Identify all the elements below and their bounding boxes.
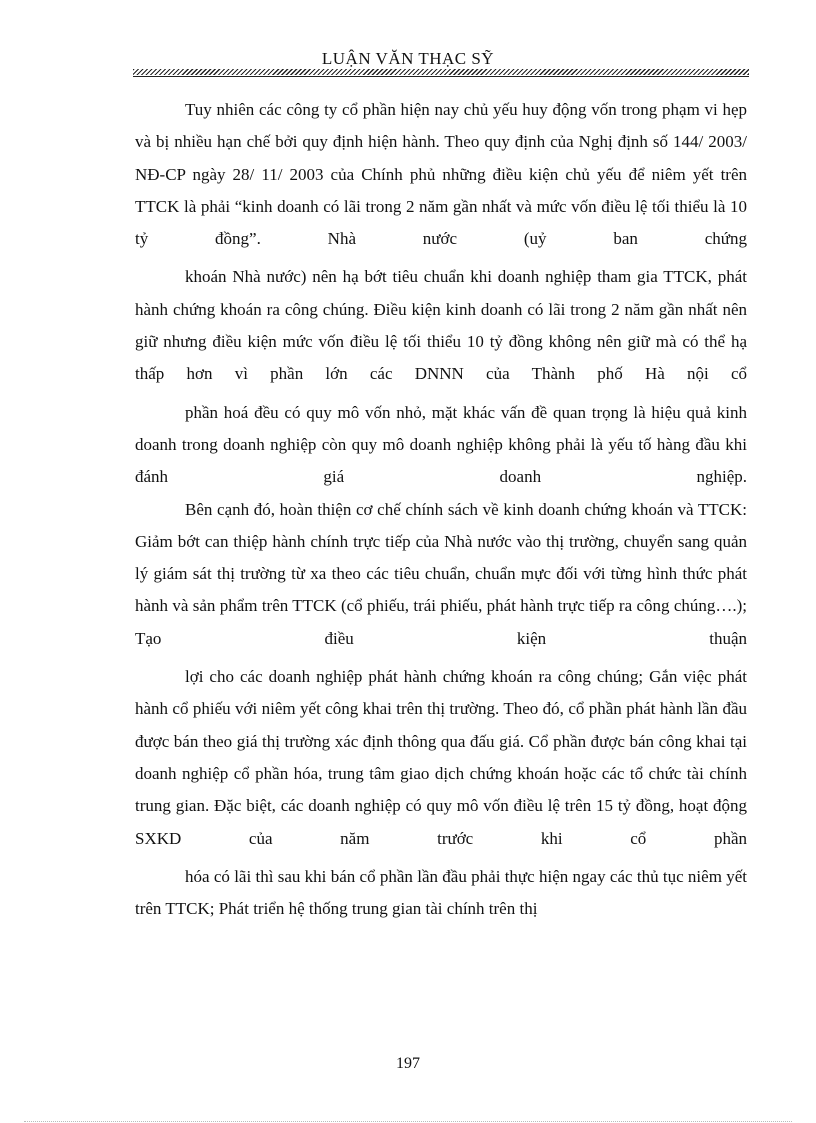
body-text <box>135 94 747 925</box>
paragraph-3: phần hoá đều có quy mô vốn nhỏ, mặt khác vấn đề quan trọng là hiệu quả kinh doanh trong doanh nghiệp còn quy mô doanh nghiệp không phải là yếu tố hàng đầu khi đánh giá doanh nghiệp. <box>135 402 747 487</box>
paragraph-2: khoán Nhà nước) nên hạ bớt tiêu chuẩn khi doanh nghiệp tham gia TTCK, phát hành chứng khoán ra công chúng. Điều kiện kinh doanh có lãi trong 2 năm gần nhất nên giữ nhưng điều kiện mức vốn điều lệ tối thiểu 10 tỷ đồng không nên giữ mà có thể hạ thấp hơn vì phần lớn các DNNN của Thành phố Hà nội cổ <box>135 267 747 384</box>
paragraph-6: hóa có lãi thì sau khi bán cổ phần lần đầu phải thực hiện ngay các thủ tục niêm yết trên TTCK; Phát triển hệ thống trung gian tài chính trên thị <box>135 866 747 919</box>
paragraph-1: Tuy nhiên các công ty cổ phần hiện nay chủ yếu huy động vốn trong phạm vi hẹp và bị nhiều hạn chế bởi quy định hiện hành. Theo quy định của Nghị định số 144/ 2003/ NĐ-CP ngày 28/ 11/ 2003 của Chính phủ những điều kiện chủ yếu để niêm yết trên TTCK là phải “kinh doanh có lãi trong 2 năm gần nhất và mức vốn điều lệ tối thiểu là 10 tỷ đồng”. Nhà nước (uỷ ban chứng <box>135 100 747 249</box>
footer-divider <box>24 1121 792 1122</box>
header-title: LUẬN VĂN THẠC SỸ <box>321 49 495 68</box>
paragraph-4: Bên cạnh đó, hoàn thiện cơ chế chính sách về kinh doanh chứng khoán và TTCK: Giảm bớt can thiệp hành chính trực tiếp của Nhà nước vào thị trường, chuyển sang quản lý giám sát thị trường từ xa theo các tiêu chuẩn, chuẩn mực đối với từng hình thức phát hành và sản phẩm trên TTCK (cổ phiếu, trái phiếu, phát hành trực tiếp ra công chúng….); Tạo điều kiện thuận <box>135 499 747 648</box>
page-header <box>0 49 816 69</box>
paragraph-5: lợi cho các doanh nghiệp phát hành chứng khoán ra công chúng; Gắn việc phát hành cổ phiếu với niêm yết công khai trên thị trường. Theo đó, cổ phần phát hành lần đầu được bán theo giá thị trường xác định thông qua đấu giá. Cổ phần được bán công khai tại doanh nghiệp cổ phần hóa, trung tâm giao dịch chứng khoán hoặc các tổ chức tài chính trung gian. Đặc biệt, các doanh nghiệp có quy mô vốn điều lệ trên 15 tỷ đồng, hoạt động SXKD của năm trước khi cổ phần <box>135 667 747 848</box>
header-divider <box>133 69 749 75</box>
page-number: 197 <box>396 1055 420 1072</box>
